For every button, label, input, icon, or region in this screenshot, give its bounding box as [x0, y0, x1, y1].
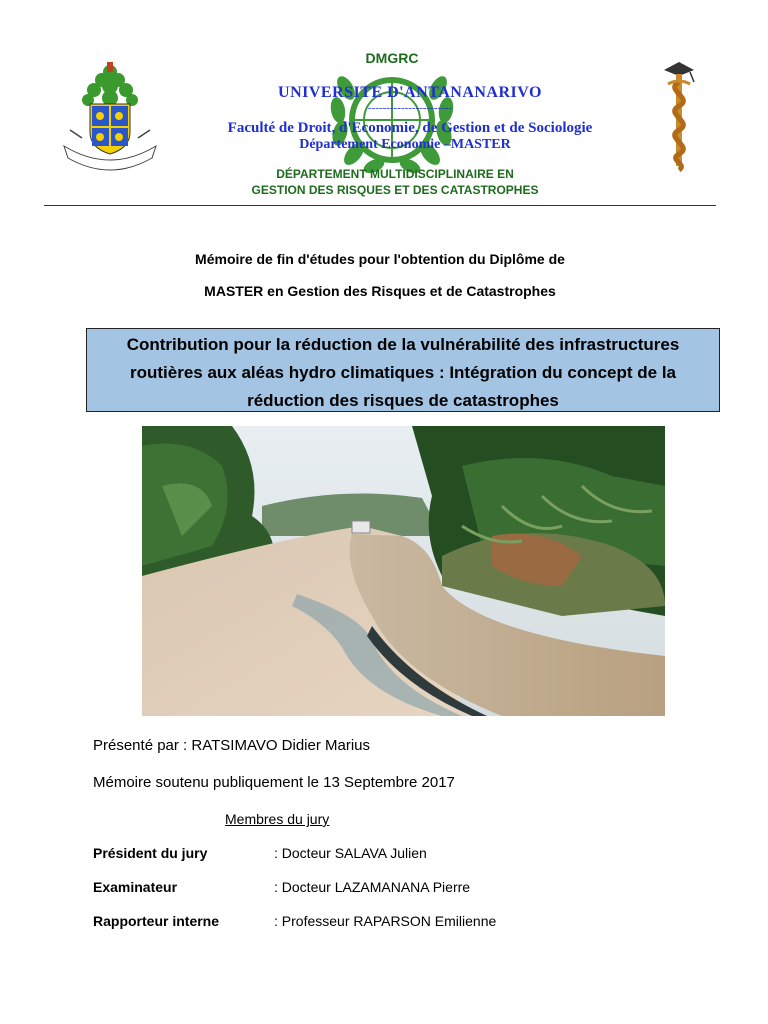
university-name: UNIVERSITE D'ANTANANARIVO	[278, 84, 542, 101]
caduceus-scroll-icon	[660, 60, 698, 172]
jury-name: : Professeur RAPARSON Emilienne	[274, 913, 497, 929]
title-line-2: routières aux aléas hydro climatiques : Intégration du concept de la	[129, 363, 677, 382]
thesis-title-box	[86, 328, 720, 412]
presenter-label: Présenté par :	[93, 737, 188, 754]
jury-role: Examinateur	[93, 879, 178, 895]
faculty-name: Faculté de Droit, d'Economie, de Gestion et de Sociologie	[227, 120, 593, 136]
dmgrc-label: DMGRC	[365, 50, 419, 66]
jury-role: Rapporteur interne	[93, 913, 220, 929]
jury-row-president	[0, 845, 768, 865]
jury-role: Président du jury	[93, 845, 208, 861]
jury-name: : Docteur SALAVA Julien	[274, 845, 427, 861]
university-crest-icon	[60, 58, 160, 172]
header-dashes: -----------------------	[367, 102, 453, 114]
flooded-road-photo	[142, 426, 665, 716]
presenter-name: RATSIMAVO Didier Marius	[191, 737, 371, 754]
intro-line-2: MASTER en Gestion des Risques et de Catastrophes	[204, 283, 556, 299]
intro-line-1: Mémoire de fin d'études pour l'obtention du Diplôme de	[195, 251, 565, 267]
dept-green-line2: GESTION DES RISQUES ET DES CATASTROPHES	[251, 183, 539, 197]
title-line-3: réduction des risques de catastrophes	[247, 391, 559, 410]
jury-name: : Docteur LAZAMANANA Pierre	[274, 879, 471, 895]
department-name: Département Economie –MASTER	[299, 137, 511, 152]
jury-row-rapporteur	[0, 913, 768, 933]
jury-row-examinateur	[0, 879, 768, 899]
header-divider	[44, 205, 716, 206]
presenter-line	[93, 737, 370, 754]
dept-green-line1: DÉPARTEMENT MULTIDISCIPLINAIRE EN	[276, 167, 514, 181]
defense-line: Mémoire soutenu publiquement le 13 Septembre 2017	[93, 774, 455, 791]
un-laurel-emblem-icon	[328, 58, 456, 176]
title-line-1: Contribution pour la réduction de la vulnérabilité des infrastructures	[126, 335, 680, 354]
jury-heading: Membres du jury	[225, 811, 330, 827]
